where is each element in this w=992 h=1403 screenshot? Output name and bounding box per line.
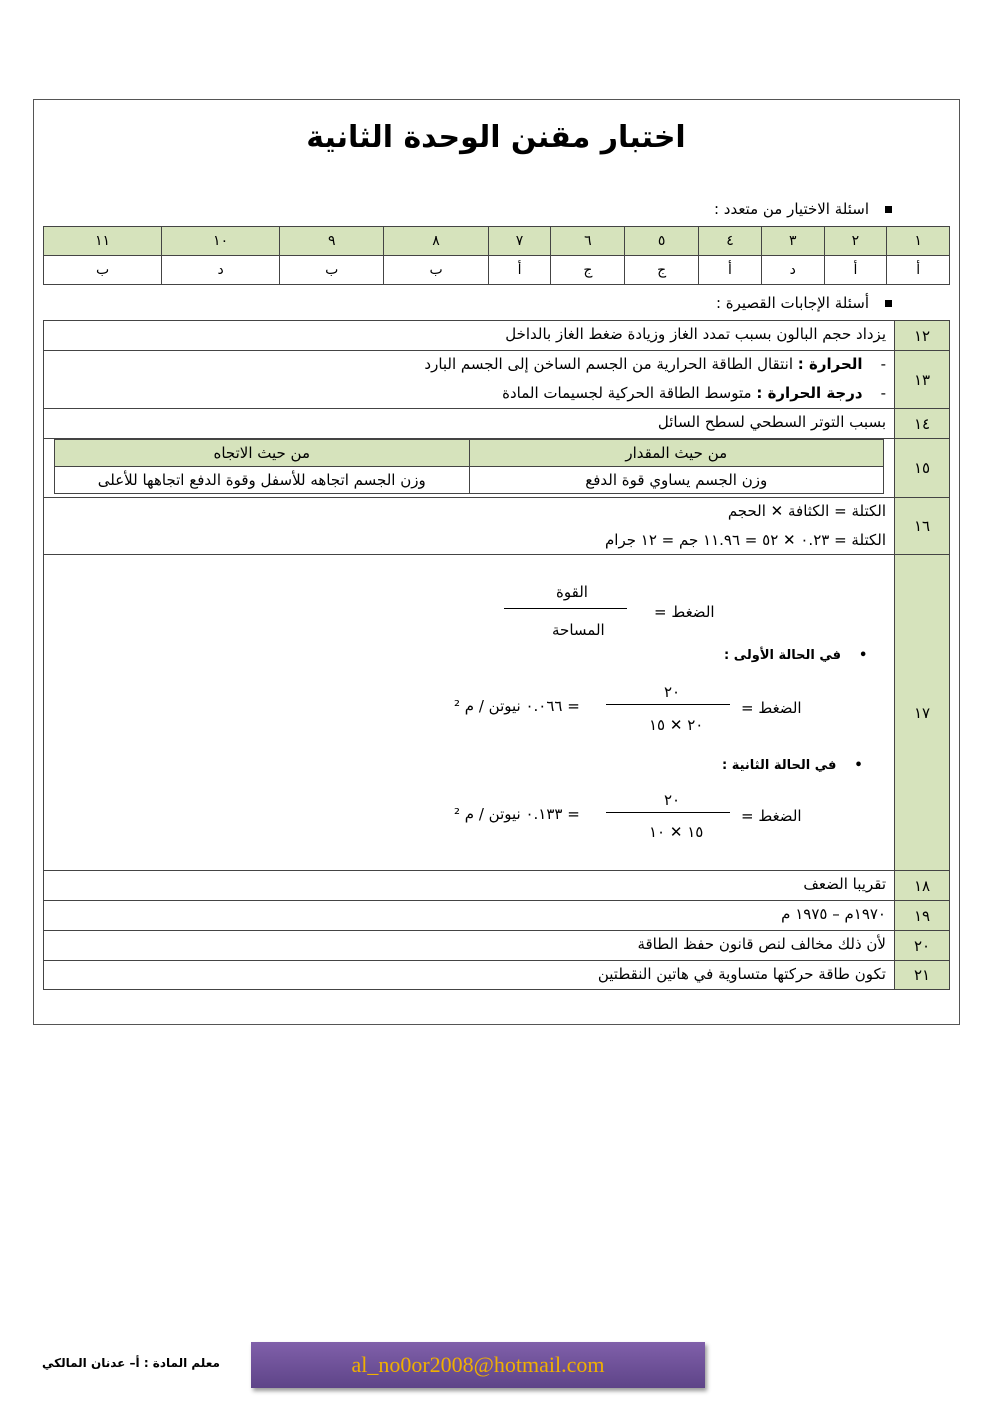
answer-cell: ج (551, 256, 625, 285)
header-direction: من حيث الاتجاه (55, 440, 470, 467)
email-banner: al_no0or2008@hotmail.com (251, 1342, 705, 1388)
numerator: ٢٠ (664, 683, 681, 701)
mcq-heading-text: اسئلة الاختيار من متعدد : (713, 200, 869, 218)
answer-row-15 (44, 439, 949, 498)
pressure-label: الضغط = (654, 603, 715, 621)
answer-row-19 (44, 901, 949, 931)
question-number-cell: ٩ (280, 227, 384, 256)
short-answer-table (43, 320, 950, 990)
question-number-cell: ٨ (384, 227, 488, 256)
result: = ٠.٠٦٦ نيوتن / م ² (454, 697, 580, 715)
answer-row-13 (44, 351, 949, 409)
question-number: ١٨ (894, 871, 949, 900)
case-1-text: في الحالة الأولى : (724, 648, 842, 663)
question-number-cell: ٣ (761, 227, 824, 256)
answer-text: تقريبا الضعف (803, 875, 886, 893)
formula-line: الكتلة = الكثافة ✕ الحجم (727, 502, 886, 520)
answer-cell: أ (699, 256, 762, 285)
answer-row-18 (44, 871, 949, 901)
result: = ٠.١٣٣ نيوتن / م ² (454, 805, 580, 823)
term-heat: الحرارة : (797, 355, 863, 373)
calculation-line: الكتلة = ٠.٢٣ ✕ ٥٢ = ١١.٩٦ جم = ١٢ جرام (604, 531, 886, 549)
answer-text: يزداد حجم البالون بسبب تمدد الغاز وزيادة ضغط الغاز بالداخل (505, 325, 886, 343)
answer-cell: أ (488, 256, 551, 285)
case-2-text: في الحالة الثانية : (722, 758, 837, 773)
question-number: ١٧ (894, 555, 949, 870)
question-number-cell: ١٠ (162, 227, 280, 256)
bullet-icon: • (854, 758, 863, 773)
teacher-name: معلم المادة : أ– عدنان المالكي (42, 1356, 220, 1370)
answer-text: بسبب التوتر السطحي لسطح السائل (657, 413, 886, 431)
question-number-cell: ٦ (551, 227, 625, 256)
bullet-icon (885, 206, 892, 213)
bullet-icon: • (859, 648, 868, 663)
mcq-answer-table (43, 226, 950, 285)
fraction-bar (504, 608, 627, 609)
answer-cell: أ (824, 256, 887, 285)
pressure-label: الضغط = (741, 699, 802, 717)
answer-row-14 (44, 409, 949, 439)
comparison-table (54, 439, 884, 494)
denominator: المساحة (552, 621, 605, 639)
answer-cell: ب (44, 256, 162, 285)
numerator: ٢٠ (664, 791, 681, 809)
pressure-label: الضغط = (741, 807, 802, 825)
answer-row-17 (44, 555, 949, 871)
dash: - (880, 384, 886, 402)
term-temperature: درجة الحرارة : (756, 384, 863, 402)
answer-row-21 (44, 961, 949, 989)
mcq-heading (714, 200, 892, 218)
case-1-heading (724, 648, 867, 663)
denominator: ٢٠ ✕ ١٥ (649, 716, 704, 734)
short-heading-text: أسئلة الإجابات القصيرة : (715, 294, 869, 312)
question-number-cell: ٧ (488, 227, 551, 256)
question-number: ١٥ (894, 439, 949, 497)
bullet-icon (885, 300, 892, 307)
answer-cell: أ (887, 256, 950, 285)
question-number: ٢٠ (894, 931, 949, 960)
page-title: اختبار مقنن الوحدة الثانية (306, 120, 686, 155)
question-number-cell: ١ (887, 227, 950, 256)
denominator: ١٥ ✕ ١٠ (649, 823, 704, 841)
definition-heat: انتقال الطاقة الحرارية من الجسم الساخن إلى الجسم البارد (424, 355, 794, 373)
question-number: ١٤ (894, 409, 949, 438)
header-magnitude: من حيث المقدار (469, 440, 884, 467)
fraction-bar (606, 704, 730, 705)
answer-row-12 (44, 321, 949, 351)
fraction-bar (606, 812, 730, 813)
answer-cell: د (162, 256, 280, 285)
answer-cell: ب (384, 256, 488, 285)
question-number: ١٣ (894, 351, 949, 408)
answer-direction: وزن الجسم اتجاهه للأسفل وقوة الدفع اتجاهها للأعلى (55, 467, 470, 494)
short-heading (716, 294, 892, 312)
answer-row-16 (44, 498, 949, 555)
answer-cell: ج (625, 256, 699, 285)
question-number-cell: ١١ (44, 227, 162, 256)
answer-text: لأن ذلك مخالف لنص قانون حفظ الطاقة (637, 935, 886, 953)
answer-cell: ب (280, 256, 384, 285)
answer-row-20 (44, 931, 949, 961)
question-number-cell: ٢ (824, 227, 887, 256)
definition-temperature: متوسط الطاقة الحركية لجسيمات المادة (502, 384, 752, 402)
answer-magnitude: وزن الجسم يساوي قوة الدفع (469, 467, 884, 494)
question-number: ١٦ (894, 498, 949, 554)
question-number: ١٢ (894, 321, 949, 350)
question-number: ٢١ (894, 961, 949, 989)
question-number-cell: ٤ (699, 227, 762, 256)
numerator: القوة (556, 583, 588, 601)
answer-cell: د (761, 256, 824, 285)
case-2-heading (722, 758, 863, 773)
answer-text: ١٩٧٠م – ١٩٧٥ م (781, 905, 886, 923)
question-number: ١٩ (894, 901, 949, 930)
dash: - (880, 355, 886, 373)
question-number-cell: ٥ (625, 227, 699, 256)
answer-text: تكون طاقة حركتها متساوية في هاتين النقطتين (597, 965, 886, 983)
